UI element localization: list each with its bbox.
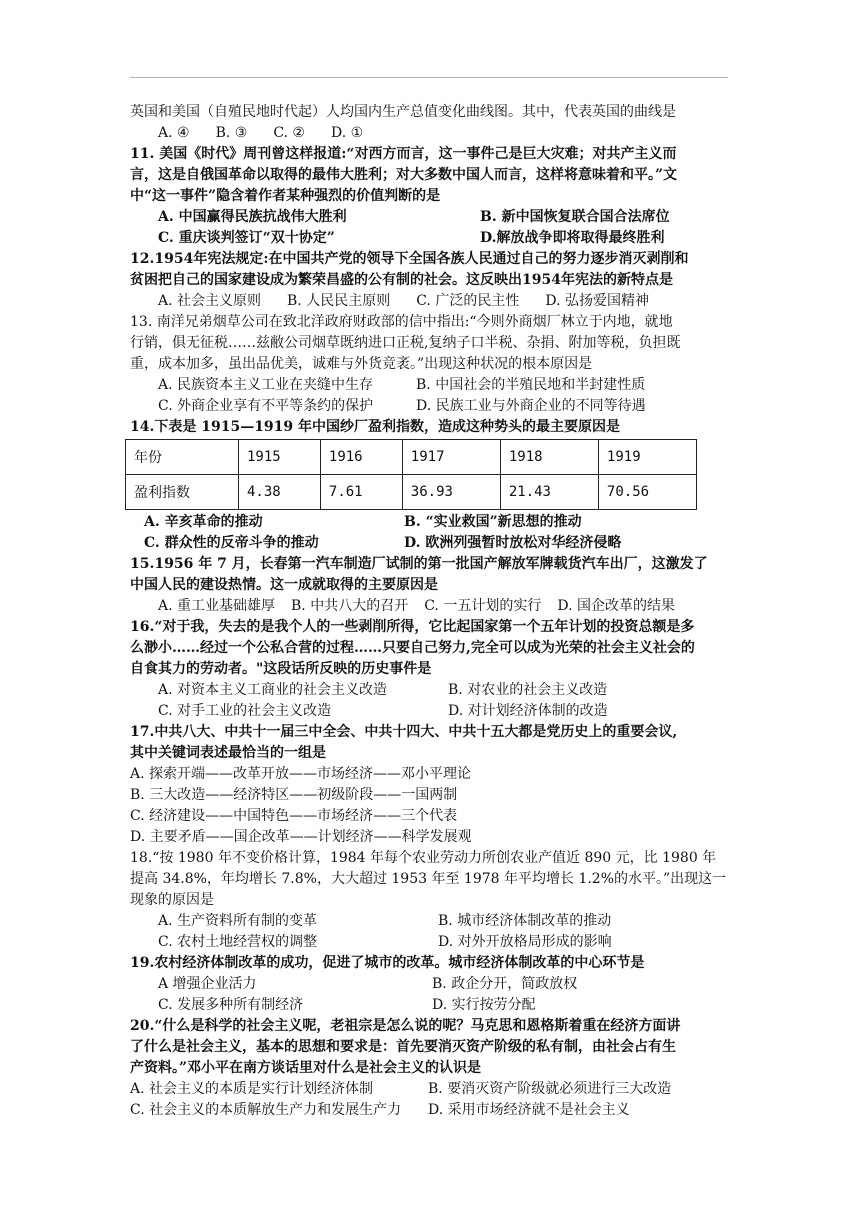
q11-stem-line: 言，这是自俄国革命以取得的最伟大胜利；对大多数中国人而言，这样将意味着和平。”文 (130, 167, 678, 183)
q14-options-row (130, 512, 730, 533)
q10-option-a: A. ④ (158, 125, 190, 141)
q19-options-row (130, 995, 730, 1016)
q15-stem-line: 中国人民的建设热情。这一成就取得的主要原因是 (130, 577, 438, 593)
q18-option-b: B. 城市经济体制改革的推动 (438, 913, 612, 929)
table-header-year: 年份 (126, 440, 239, 475)
q16-stem-line: 自食其力的劳动者。"这段话所反映的历史事件是 (130, 661, 432, 677)
q12-stem-line: 贫困把自己的国家建设成为繁荣昌盛的公有制的社会。这反映出1954年宪法的新特点是 (130, 272, 673, 288)
q14-options-row (130, 533, 730, 554)
q16-option-b: B. 对农业的社会主义改造 (448, 682, 608, 698)
header-rule (130, 77, 728, 78)
q19-option-b: B. 政企分开，简政放权 (432, 976, 578, 992)
q13-stem-line: 13. 南洋兄弟烟草公司在致北洋政府财政部的信中指出:“今则外商烟厂林立于内地，就地 (130, 314, 673, 330)
table-row (126, 440, 697, 475)
q13-options-row (130, 375, 730, 396)
q11-stem-line: 中“这一事件”隐含着作者某种强烈的价值判断的是 (130, 188, 441, 204)
table-cell: 70.56 (598, 475, 696, 510)
q16-stem-line: 16.“对于我，失去的是我个人的一些剥削所得，它比起国家第一个五年计划的投资总额是多 (130, 619, 695, 635)
q20-option-a: A. 社会主义的本质是实行计划经济体制 (130, 1081, 374, 1097)
table-cell: 21.43 (500, 475, 598, 510)
q16-options-row (130, 680, 730, 701)
q12-option-a: A. 社会主义原则 (158, 293, 262, 309)
q18-stem-line: 提高 34.8%，年均增长 7.8%，大大超过 1953 年至 1978 年平均增长 1.2%的水平。”出现这一 (130, 871, 727, 887)
q11-options-row (130, 228, 730, 249)
q20-stem-line: 产资料。”邓小平在南方谈话里对什么是社会主义的认识是 (130, 1060, 482, 1076)
q17-stem-line: 其中关键词表述最恰当的一组是 (130, 745, 326, 761)
q20-option-d: D. 采用市场经济就不是社会主义 (428, 1102, 630, 1118)
q14-stem: 14.下表是 1915—1919 年中国纱厂盈利指数，造成这种势头的最主要原因是 (130, 419, 621, 435)
q10-stem: 英国和美国（自殖民地时代起）人均国内生产总值变化曲线图。其中，代表英国的曲线是 (130, 104, 676, 120)
q16-option-c: C. 对手工业的社会主义改造 (158, 703, 332, 719)
q13-option-c: C. 外商企业享有不平等条约的保护 (158, 398, 374, 414)
q18-stem-line: 现象的原因是 (130, 892, 214, 908)
q18-option-d: D. 对外开放格局形成的影响 (438, 934, 612, 950)
q14-option-c: C. 群众性的反帝斗争的推动 (144, 535, 319, 551)
q17-option-c: C. 经济建设——中国特色——市场经济——三个代表 (130, 808, 458, 824)
q10-option-c: C. ② (273, 125, 305, 141)
table-cell: 1918 (500, 440, 598, 475)
q10-option-d: D. ① (330, 125, 364, 141)
table-cell: 1917 (402, 440, 500, 475)
q15-stem-line: 15.1956 年 7 月，长春第一汽车制造厂试制的第一批国产解放军牌载货汽车出厂，这激发了 (130, 556, 708, 572)
table-header-index: 盈利指数 (126, 475, 239, 510)
q13-option-a: A. 民族资本主义工业在夹缝中生存 (158, 377, 374, 393)
table-cell: 1915 (239, 440, 321, 475)
q13-options-row (130, 396, 730, 417)
q14-option-d: D. 欧洲列强暂时放松对华经济侵略 (404, 535, 622, 551)
exam-page (130, 102, 730, 1121)
q20-option-b: B. 要消灭资产阶级就必须进行三大改造 (428, 1081, 672, 1097)
q18-options-row (130, 911, 730, 932)
q12-options (130, 291, 730, 312)
table-cell: 4.38 (239, 475, 321, 510)
q13-option-d: D. 民族工业与外商企业的不同等待遇 (416, 398, 646, 414)
q15-option-b: B. 中共八大的召开 (291, 598, 409, 614)
q10-option-b: B. ③ (215, 125, 248, 141)
q12-stem-line: 12.1954年宪法规定:在中国共产党的领导下全国各族人民通过自己的努力逐步消灭剥削和 (130, 251, 689, 267)
q13-option-b: B. 中国社会的半殖民地和半封建性质 (416, 377, 646, 393)
q17-stem-line: 17.中共八大、中共十一届三中全会、中共十四大、中共十五大都是党历史上的重要会议, (130, 724, 678, 740)
profit-index-table (125, 439, 697, 510)
q16-options-row (130, 701, 730, 722)
table-cell: 7.61 (320, 475, 402, 510)
q17-option-d: D. 主要矛盾——国企改革——计划经济——科学发展观 (130, 829, 472, 845)
q16-option-a: A. 对资本主义工商业的社会主义改造 (158, 682, 388, 698)
table-cell: 36.93 (402, 475, 500, 510)
q19-option-a: A 增强企业活力 (158, 976, 257, 992)
q17-option-b: B. 三大改造——经济特区——初级阶段——一国两制 (130, 787, 458, 803)
q19-option-c: C. 发展多种所有制经济 (158, 997, 304, 1013)
q15-option-c: C. 一五计划的实行 (424, 598, 542, 614)
q20-stem-line: 20.“什么是科学的社会主义呢，老祖宗是怎么说的呢？马克思和恩格斯着重在经济方面讲 (130, 1018, 681, 1034)
q11-option-d: D.解放战争即将取得最终胜利 (480, 230, 665, 246)
q11-options-row (130, 207, 730, 228)
q10-options (130, 123, 730, 144)
q20-options-row (130, 1079, 730, 1100)
q20-option-c: C. 社会主义的本质解放生产力和发展生产力 (130, 1102, 402, 1118)
table-row (126, 475, 697, 510)
q18-options-row (130, 932, 730, 953)
q20-options-row (130, 1100, 730, 1121)
q16-option-d: D. 对计划经济体制的改造 (448, 703, 608, 719)
q19-options-row (130, 974, 730, 995)
q11-option-a: A. 中国赢得民族抗战伟大胜利 (158, 209, 347, 225)
q14-option-b: B. “实业救国”新思想的推动 (404, 514, 582, 530)
q15-option-a: A. 重工业基础雄厚 (158, 598, 276, 614)
q12-option-b: B. 人民民主原则 (287, 293, 391, 309)
q12-option-c: C. 广泛的民主性 (416, 293, 520, 309)
q16-stem-line: 么渺小……经过一个公私合营的过程……只要自己努力,完全可以成为光荣的社会主义社会的 (130, 640, 695, 656)
q15-option-d: D. 国企改革的结果 (557, 598, 675, 614)
q20-stem-line: 了什么是社会主义，基本的思想和要求是：首先要消灭资产阶级的私有制，由社会占有生 (130, 1039, 676, 1055)
q15-options (130, 596, 730, 617)
q19-option-d: D. 实行按劳分配 (432, 997, 536, 1013)
q19-stem-line: 19.农村经济体制改革的成功，促进了城市的改革。城市经济体制改革的中心环节是 (130, 955, 645, 971)
q13-stem-line: 重，成本加多，虽出品优美，诚难与外货竞袤。”出现这种状况的根本原因是 (130, 356, 593, 372)
q13-stem-line: 行销，俱无征税……兹敝公司烟草既纳进口正税,复纳子口半税、杂捐、附加等税，负担既 (130, 335, 681, 351)
q18-stem-line: 18.“按 1980 年不变价格计算，1984 年每个农业劳动力所创农业产值近 890 元，比 1980 年 (130, 850, 717, 866)
table-cell: 1916 (320, 440, 402, 475)
q11-option-b: B. 新中国恢复联合国合法席位 (480, 209, 670, 225)
q18-option-a: A. 生产资料所有制的变革 (158, 913, 318, 929)
q11-option-c: C. 重庆谈判签订“双十协定” (158, 230, 335, 246)
q12-option-d: D. 弘扬爱国精神 (545, 293, 649, 309)
q11-stem-line: 11. 美国《时代》周刊曾这样报道:“对西方而言，这一事件己是巨大灾难；对共产主义而 (130, 146, 677, 162)
table-cell: 1919 (598, 440, 696, 475)
q17-option-a: A. 探索开端——改革开放——市场经济——邓小平理论 (130, 766, 472, 782)
q18-option-c: C. 农村土地经营权的调整 (158, 934, 318, 950)
q14-option-a: A. 辛亥革命的推动 (144, 514, 263, 530)
